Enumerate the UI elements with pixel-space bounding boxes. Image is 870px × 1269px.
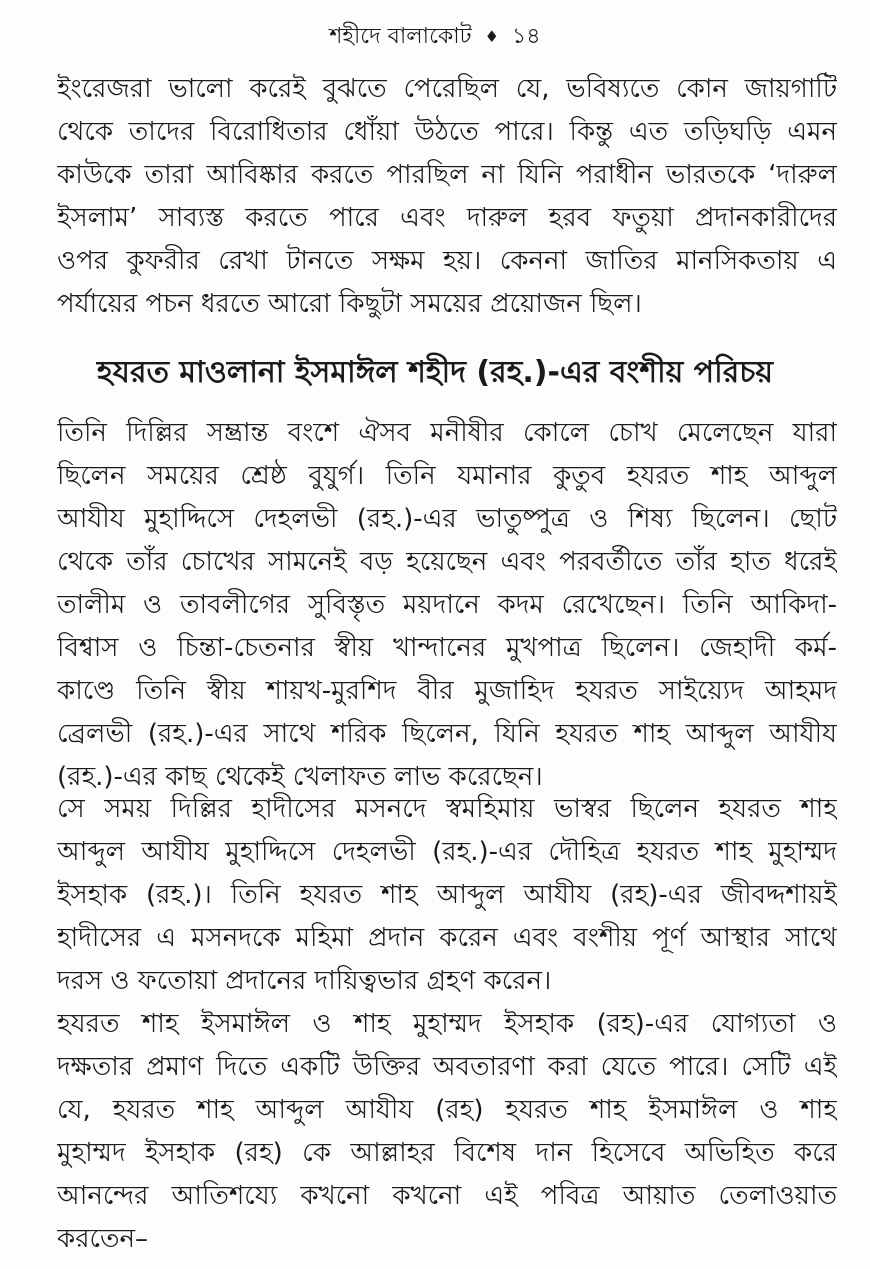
paragraph-line: ইসলাম’ সাব্যস্ত করতে পারে এবং দারুল হরব ফতুয়া প্রদানকারীদের: [57, 203, 837, 233]
paragraph-1: [57, 68, 837, 326]
paragraph-line: হযরত শাহ ইসমাঈল ও শাহ মুহাম্মদ ইসহাক (রহ)-এর যোগ্যতা ও: [57, 1009, 837, 1039]
paragraph-line: হাদীসের এ মসনদকে মহিমা প্রদান করেন এবং বংশীয় পূর্ণ আস্থার সাথে: [57, 923, 837, 953]
paragraph-line: ব্রেলভী (রহ.)-এর সাথে শরিক ছিলেন, যিনি হযরত শাহ আব্দুল আযীয: [57, 719, 837, 749]
paragraph-line: করতেন–: [57, 1224, 148, 1254]
paragraph-line: পর্যায়ের পচন ধরতে আরো কিছুটা সময়ের প্রয়োজন ছিল।: [57, 289, 642, 319]
page-number: ১৪: [512, 24, 541, 49]
paragraph-line: যে, হযরত শাহ আব্দুল আযীয (রহ) হযরত শাহ ইসমাঈল ও শাহ: [57, 1095, 837, 1125]
paragraph-3: [57, 788, 837, 1003]
paragraph-line: ছিলেন সময়ের শ্রেষ্ঠ বুযুর্গ। তিনি যমানার কুতুব হযরত শাহ আব্দুল: [57, 461, 837, 491]
paragraph-line: তিনি দিল্লির সম্ভ্রান্ত বংশে ঐসব মনীষীর কোলে চোখ মেলেছেন যারা: [57, 418, 837, 448]
paragraph-line: মুহাম্মদ ইসহাক (রহ) কে আল্লাহর বিশেষ দান হিসেবে অভিহিত করে: [57, 1138, 837, 1168]
paragraph-line: দক্ষতার প্রমাণ দিতে একটি উক্তির অবতারণা করা যেতে পারে। সেটি এই: [57, 1052, 837, 1082]
diamond-separator-icon: ♦: [484, 27, 500, 46]
paragraph-line: ওপর কুফরীর রেখা টানতে সক্ষম হয়। কেননা জাতির মানসিকতায় এ: [57, 246, 837, 276]
paragraph-line: আযীয মুহাদ্দিসে দেহলভী (রহ.)-এর ভাতুষ্পুত্র ও শিষ্য ছিলেন। ছোট: [57, 504, 837, 534]
paragraph-line: আব্দুল আযীয মুহাদ্দিসে দেহলভী (রহ.)-এর দৌহিত্র হযরত শাহ মুহাম্মদ: [57, 837, 837, 867]
paragraph-line: সে সময় দিল্লির হাদীসের মসনদে স্বমহিমায় ভাস্বর ছিলেন হযরত শাহ: [57, 794, 837, 824]
paragraph-line: কাণ্ডে তিনি স্বীয় শায়খ-মুরশিদ বীর মুজাহিদ হযরত সাইয়্যেদ আহমদ: [57, 676, 837, 706]
paragraph-4: [57, 1003, 837, 1261]
paragraph-line: থেকে তাঁর চোখের সামনেই বড় হয়েছেন এবং পরবর্তীতে তাঁর হাত ধরেই: [57, 547, 837, 577]
paragraph-2: [57, 412, 837, 799]
paragraph-line: থেকে তাদের বিরোধিতার ধোঁয়া উঠতে পারে। কিন্তু এত তড়িঘড়ি এমন: [57, 117, 837, 147]
paragraph-line: কাউকে তারা আবিষ্কার করতে পারছিল না যিনি পরাধীন ভারতকে ‘দারুল: [57, 160, 837, 190]
paragraph-line: বিশ্বাস ও চিন্তা-চেতনার স্বীয় খান্দানের মুখপাত্র ছিলেন। জেহাদী কর্ম-: [57, 633, 837, 663]
book-title: শহীদে বালাকোট: [329, 24, 472, 49]
paragraph-line: আনন্দের আতিশয্যে কখনো কখনো এই পবিত্র আয়াত তেলাওয়াত: [57, 1181, 837, 1211]
running-header: [0, 22, 870, 52]
paragraph-line: (রহ.)-এর কাছ থেকেই খেলাফত লাভ করেছেন।: [57, 762, 543, 792]
section-heading: হযরত মাওলানা ইসমাঈল শহীদ (রহ.)-এর বংশীয় পরিচয়: [96, 355, 774, 390]
paragraph-line: দরস ও ফতোয়া প্রদানের দায়িত্বভার গ্রহণ করেন।: [57, 966, 552, 996]
paragraph-line: ইসহাক (রহ.)। তিনি হযরত শাহ আব্দুল আযীয (রহ)-এর জীবদ্দশায়ই: [57, 880, 837, 910]
paragraph-line: ইংরেজরা ভালো করেই বুঝতে পেরেছিল যে, ভবিষ্যতে কোন জায়গাটি: [57, 74, 837, 104]
paragraph-line: তালীম ও তাবলীগের সুবিস্তৃত ময়দানে কদম রেখেছেন। তিনি আকিদা-: [57, 590, 837, 620]
